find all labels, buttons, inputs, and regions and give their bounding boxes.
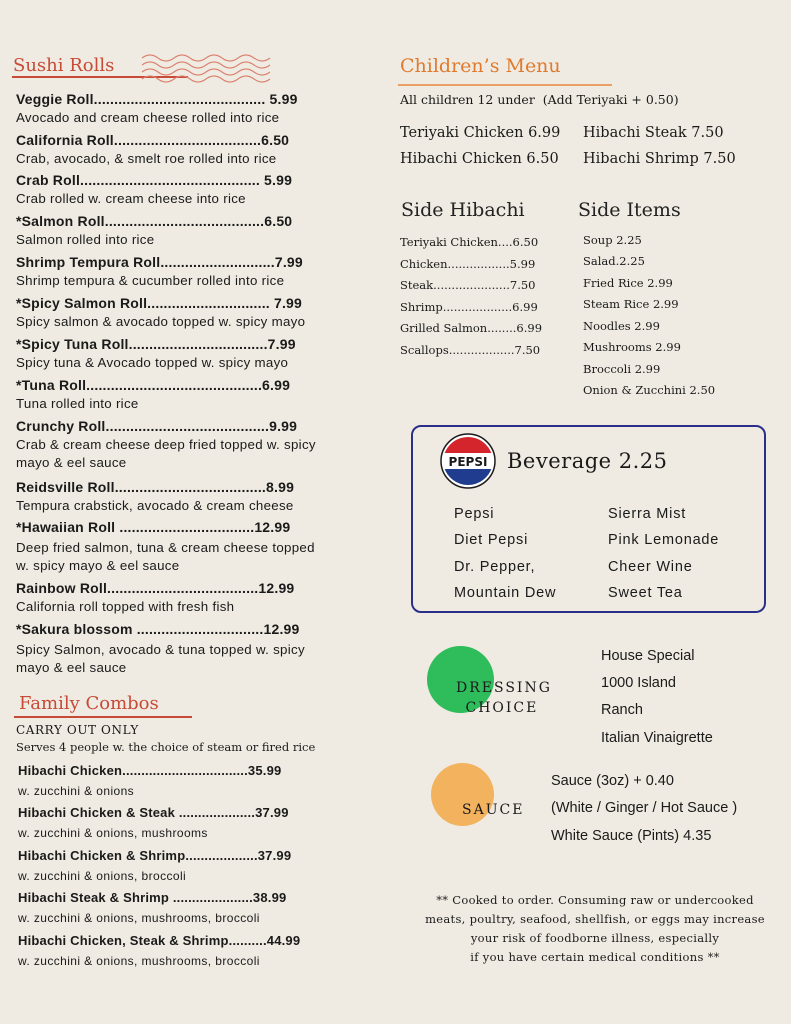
side-hibachi-item: Steak.....................7.50: [400, 278, 536, 292]
beverage-item: Sierra Mist: [608, 506, 687, 522]
menu-item-name: *Spicy Salmon Roll.............................. 7.99: [16, 295, 303, 311]
dressing-item: House Special: [601, 648, 695, 664]
sushi-rolls-title: Sushi Rolls: [13, 55, 115, 76]
combo-description: w. zucchini & onions: [18, 784, 135, 798]
sushi-item-hawaiian-roll: [16, 519, 356, 573]
menu-item-name: California Roll....................................6.50: [16, 132, 290, 148]
side-item: Fried Rice 2.99: [583, 276, 673, 290]
dressing-item: 1000 Island: [601, 675, 676, 691]
combo-description: w. zucchini & onions, mushrooms: [18, 826, 208, 840]
menu-item-name: *Sakura blossom ...............................12.99: [16, 621, 300, 637]
menu-item-name: Shrimp Tempura Roll............................7.99: [16, 254, 303, 270]
sushi-item-california-roll: [16, 132, 356, 166]
beverage-item: Mountain Dew: [454, 585, 557, 601]
notice-line: meats, poultry, seafood, shellfish, or eggs may increase: [425, 912, 765, 926]
dressing-label-line1: DRESSING: [456, 680, 552, 696]
menu-item-name: Reidsville Roll.....................................8.99: [16, 479, 295, 495]
sushi-item-tuna-roll: [16, 377, 356, 411]
sushi-item-crab-roll: [16, 172, 356, 206]
sushi-item-spicy-salmon-roll: [16, 295, 356, 329]
sauce-item: Sauce (3oz) + 0.40: [551, 773, 674, 789]
sushi-item-salmon-roll: [16, 213, 356, 247]
menu-item-description: Tuna rolled into rice: [16, 396, 139, 411]
side-hibachi-item: Grilled Salmon........6.99: [400, 321, 543, 335]
combo-name: Hibachi Chicken.................................35.99: [18, 763, 282, 778]
menu-item-description: Tempura crabstick, avocado & cream cheese: [16, 498, 294, 513]
menu-item-name: Rainbow Roll.....................................12.99: [16, 580, 295, 596]
menu-item-name: Crab Roll............................................ 5.99: [16, 172, 293, 188]
notice-line: ** Cooked to order. Consuming raw or undercooked: [436, 893, 754, 907]
childrens-menu-title: Children’s Menu: [400, 55, 561, 77]
family-combos-underline: [14, 716, 192, 718]
menu-item-description: Spicy tuna & Avocado topped w. spicy mayo: [16, 355, 289, 370]
combo-description: w. zucchini & onions, mushrooms, broccoli: [18, 954, 260, 968]
menu-item-name: *Spicy Tuna Roll..................................7.99: [16, 336, 296, 352]
combo-description: w. zucchini & onions, broccoli: [18, 869, 187, 883]
kids-item: Hibachi Shrimp 7.50: [583, 151, 736, 167]
side-hibachi-title: Side Hibachi: [401, 199, 525, 221]
side-item: Steam Rice 2.99: [583, 297, 679, 311]
notice-line: if you have certain medical conditions **: [470, 950, 720, 964]
side-hibachi-item: Teriyaki Chicken....6.50: [400, 235, 539, 249]
sauce-item: White Sauce (Pints) 4.35: [551, 828, 712, 844]
beverage-item: Pink Lemonade: [608, 532, 720, 548]
menu-item-description: Crab rolled w. cream cheese into rice: [16, 191, 246, 206]
sushi-item-crunchy-roll: [16, 418, 356, 470]
menu-item-description: Crab & cream cheese deep fried topped w. spicy: [16, 437, 316, 452]
dressing-item: Ranch: [601, 702, 643, 718]
menu-item-name: Crunchy Roll........................................9.99: [16, 418, 298, 434]
combo-item: [18, 933, 300, 968]
sushi-item-sakura-blossom: [16, 621, 356, 675]
side-item: Salad.2.25: [583, 254, 645, 268]
dressing-label: [456, 678, 552, 718]
menu-item-name: *Salmon Roll.......................................6.50: [16, 213, 293, 229]
beverage-item: Diet Pepsi: [454, 532, 529, 548]
kids-item: Hibachi Chicken 6.50: [400, 151, 559, 167]
childrens-menu-underline: [398, 84, 612, 86]
menu-item-description-cont: mayo & eel sauce: [16, 660, 127, 675]
menu-item-description: Spicy salmon & avocado topped w. spicy mayo: [16, 314, 306, 329]
menu-item-description: Crab, avocado, & smelt roe rolled into rice: [16, 151, 277, 166]
menu-item-description: Salmon rolled into rice: [16, 232, 155, 247]
pepsi-logo-icon: [440, 433, 496, 489]
menu-item-description: Spicy Salmon, avocado & tuna topped w. spicy: [16, 642, 305, 657]
combo-description: w. zucchini & onions, mushrooms, broccoli: [18, 911, 260, 925]
beverage-item: Sweet Tea: [608, 585, 683, 601]
side-hibachi-item: Scallops..................7.50: [400, 343, 541, 357]
combo-name: Hibachi Chicken, Steak & Shrimp..........44.99: [18, 933, 301, 948]
combo-name: Hibachi Steak & Shrimp .....................38.99: [18, 890, 287, 905]
side-item: Onion & Zucchini 2.50: [583, 383, 716, 397]
serves-note: Serves 4 people w. the choice of steam or fired rice: [16, 740, 316, 754]
wave-decoration-icon: [140, 52, 272, 86]
menu-item-description-cont: w. spicy mayo & eel sauce: [16, 558, 180, 573]
combo-item: [18, 890, 286, 925]
side-item: Soup 2.25: [583, 233, 642, 247]
food-safety-notice: [395, 891, 791, 967]
children-age-note: All children 12 under (Add Teriyaki + 0.50): [400, 92, 679, 107]
beverage-box: [411, 425, 766, 613]
beverage-item: Dr. Pepper,: [454, 559, 536, 575]
combo-name: Hibachi Chicken & Shrimp...................37.99: [18, 848, 292, 863]
menu-item-description: Avocado and cream cheese rolled into rice: [16, 110, 280, 125]
side-item: Broccoli 2.99: [583, 362, 661, 376]
side-item: Mushrooms 2.99: [583, 340, 681, 354]
family-combos-title: Family Combos: [19, 693, 159, 714]
sauce-item: (White / Ginger / Hot Sauce ): [551, 800, 738, 816]
menu-item-description: California roll topped with fresh fish: [16, 599, 235, 614]
beverage-item: Pepsi: [454, 506, 495, 522]
carry-out-note: CARRY OUT ONLY: [16, 723, 139, 737]
side-hibachi-item: Chicken.................5.99: [400, 257, 536, 271]
dressing-item: Italian Vinaigrette: [601, 730, 713, 746]
sushi-item-veggie-roll: [16, 91, 356, 125]
beverage-item: Cheer Wine: [608, 559, 693, 575]
sushi-item-spicy-tuna-roll: [16, 336, 356, 370]
side-hibachi-item: Shrimp...................6.99: [400, 300, 538, 314]
sushi-item-shrimp-tempura-roll: [16, 254, 356, 288]
side-items-title: Side Items: [578, 199, 681, 221]
beverage-title: Beverage 2.25: [507, 449, 668, 473]
menu-item-name: *Hawaiian Roll .................................12.99: [16, 519, 291, 535]
sushi-item-reidsville-roll: [16, 479, 356, 513]
combo-item: [18, 763, 281, 798]
menu-item-name: Veggie Roll.......................................... 5.99: [16, 91, 298, 107]
combo-name: Hibachi Chicken & Steak ....................37.99: [18, 805, 289, 820]
combo-item: [18, 848, 291, 883]
side-item: Noodles 2.99: [583, 319, 660, 333]
kids-item: Teriyaki Chicken 6.99: [400, 125, 561, 141]
menu-item-description-cont: mayo & eel sauce: [16, 455, 127, 470]
sauce-label: SAUCE: [462, 802, 525, 818]
dressing-label-line2: CHOICE: [465, 700, 539, 716]
menu-item-name: *Tuna Roll...........................................6.99: [16, 377, 291, 393]
menu-item-description: Shrimp tempura & cucumber rolled into rice: [16, 273, 285, 288]
notice-line: your risk of foodborne illness, especially: [470, 931, 720, 945]
kids-item: Hibachi Steak 7.50: [583, 125, 724, 141]
menu-item-description: Deep fried salmon, tuna & cream cheese topped: [16, 540, 315, 555]
svg-text:PEPSI: PEPSI: [448, 455, 488, 469]
combo-item: [18, 805, 289, 840]
sushi-item-rainbow-roll: [16, 580, 356, 614]
